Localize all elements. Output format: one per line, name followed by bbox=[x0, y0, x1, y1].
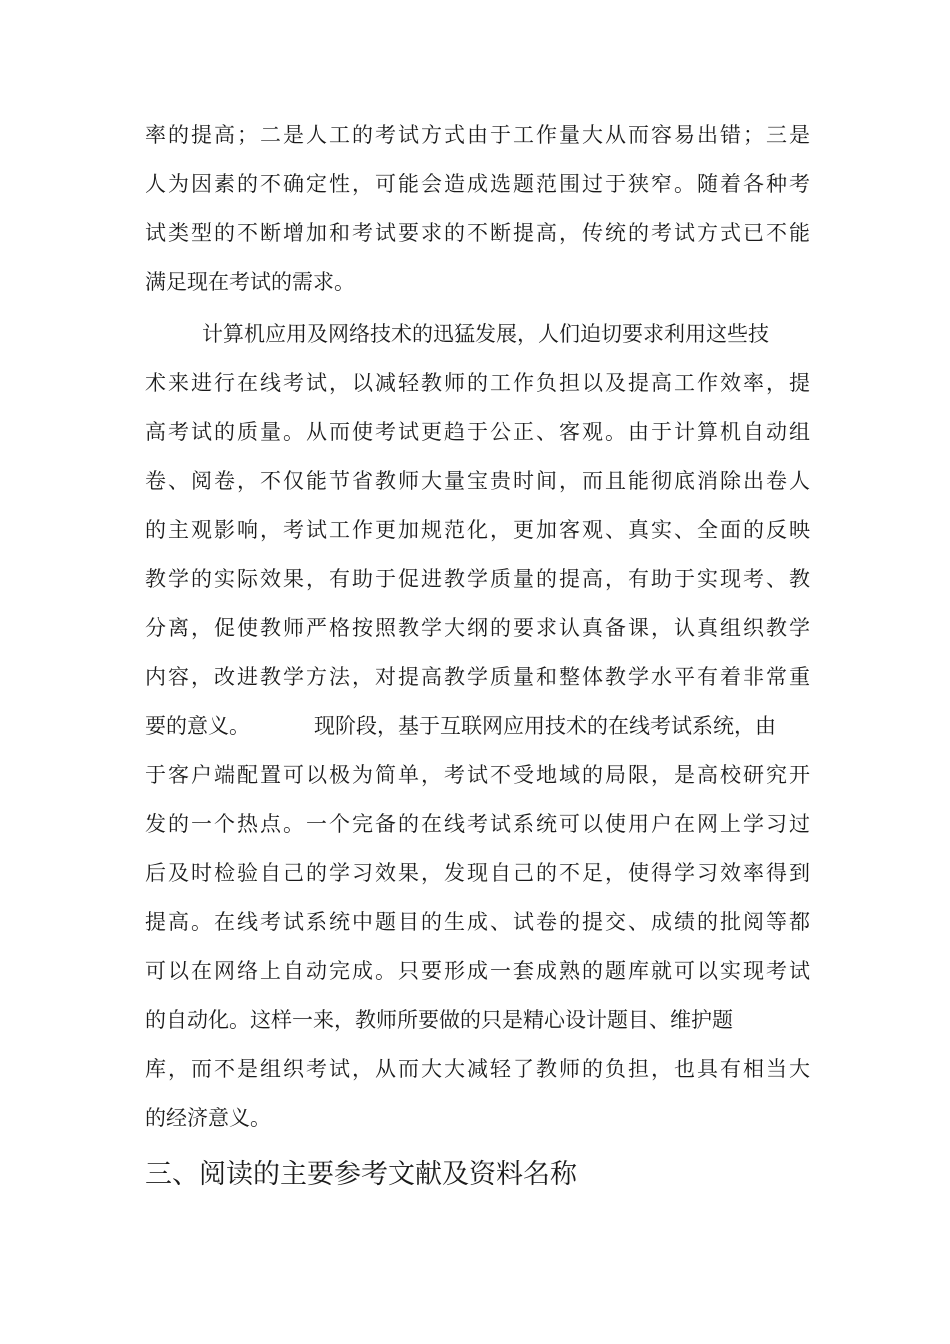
text-line: 计算机应用及网络技术的迅猛发展，人们迫切要求利用这些技 bbox=[202, 322, 769, 346]
text-line: 可以在网络上自动完成。只要形成一套成熟的题库就可以实现考试 bbox=[145, 959, 810, 983]
text-line: 人为因素的不确定性，可能会造成选题范围过于狭窄。随着各种考 bbox=[145, 172, 810, 196]
text-line: 率的提高；二是人工的考试方式由于工作量大从而容易出错；三是 bbox=[145, 123, 810, 147]
paragraph-start-text: 现阶段，基于互联网应用技术的在线考试系统，由 bbox=[314, 714, 776, 738]
text-line: 后及时检验自己的学习效果，发现自己的不足，使得学习效率得到 bbox=[145, 861, 810, 885]
section-heading: 三、阅读的主要参考文献及资料名称 bbox=[145, 1159, 577, 1190]
paragraph-end-text: 要的意义。 bbox=[145, 714, 250, 738]
text-line: 的主观影响，考试工作更加规范化，更加客观、真实、全面的反映 bbox=[145, 518, 810, 542]
text-line: 分离，促使教师严格按照教学大纲的要求认真备课，认真组织教学 bbox=[145, 616, 810, 640]
text-line: 库，而不是组织考试，从而大大减轻了教师的负担，也具有相当大 bbox=[145, 1057, 810, 1081]
paragraph-main bbox=[145, 310, 810, 1143]
text-line: 于客户端配置可以极为简单，考试不受地域的局限，是高校研究开 bbox=[145, 763, 810, 787]
text-line: 发的一个热点。一个完备的在线考试系统可以使用户在网上学习过 bbox=[145, 812, 810, 836]
text-line: 提高。在线考试系统中题目的生成、试卷的提交、成绩的批阅等都 bbox=[145, 910, 810, 934]
text-line: 教学的实际效果，有助于促进教学质量的提高，有助于实现考、教 bbox=[145, 567, 810, 591]
text-line-mixed bbox=[145, 702, 810, 751]
text-line: 满足现在考试的需求。 bbox=[145, 270, 355, 294]
text-line: 卷、阅卷，不仅能节省教师大量宝贵时间，而且能彻底消除出卷人 bbox=[145, 469, 810, 493]
text-line: 术来进行在线考试，以减轻教师的工作负担以及提高工作效率，提 bbox=[145, 371, 810, 395]
paragraph-continuation bbox=[145, 111, 810, 307]
text-line: 的自动化。这样一来，教师所要做的只是精心设计题目、维护题 bbox=[145, 1008, 733, 1032]
text-line: 的经济意义。 bbox=[145, 1106, 271, 1130]
text-line: 内容，改进教学方法，对提高教学质量和整体教学水平有着非常重 bbox=[145, 665, 810, 689]
text-line: 试类型的不断增加和考试要求的不断提高，传统的考试方式已不能 bbox=[145, 221, 810, 245]
text-line: 高考试的质量。从而使考试更趋于公正、客观。由于计算机自动组 bbox=[145, 420, 810, 444]
